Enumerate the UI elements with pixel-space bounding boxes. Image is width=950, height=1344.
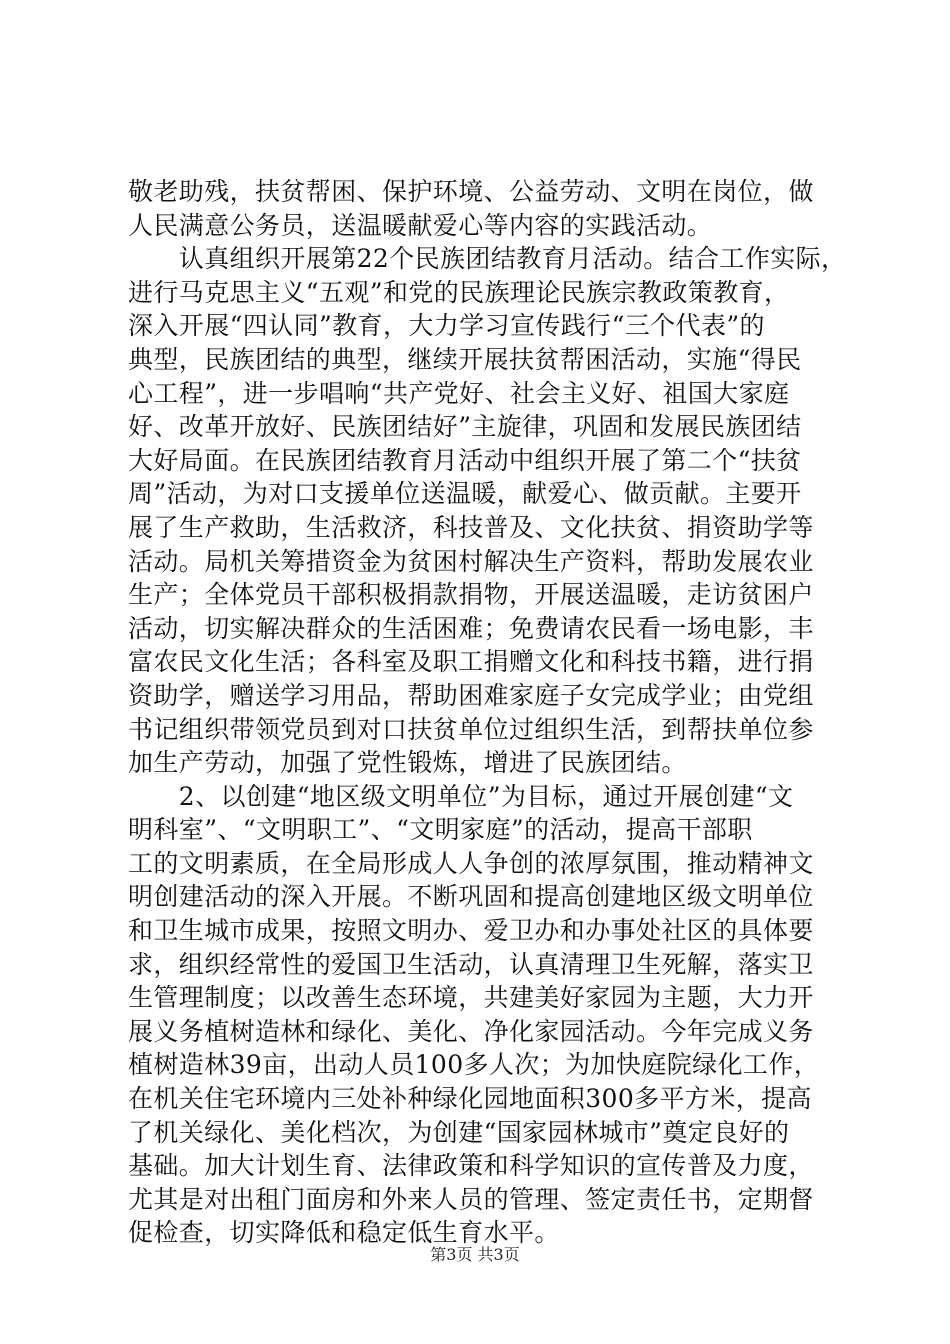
text-line: 周”活动，为对口支援单位送温暖，献爱心、做贡献。主要开 xyxy=(128,479,802,509)
page-footer: 第3页 共3页 xyxy=(430,1245,520,1264)
text-line: 资助学，赠送学习用品，帮助困难家庭子女完成学业；由党组 xyxy=(128,680,814,710)
text-line: 深入开展“四认同”教育，大力学习宣传践行“三个代表”的 xyxy=(128,311,765,341)
text-line: 书记组织带领党员到对口扶贫单位过组织生活，到帮扶单位参 xyxy=(128,714,814,744)
text-line: 人民满意公务员，送温暖献爱心等内容的实践活动。 xyxy=(128,210,713,240)
text-line: 认真组织开展第22个民族团结教育月活动。结合工作实际， xyxy=(128,244,847,274)
text-line: 生产；全体党员干部积极捐款捐物，开展送温暖，走访贫困户 xyxy=(128,580,814,610)
text-line: 植树造林39亩，出动人员100多人次；为加快庭院绿化工作， xyxy=(128,1050,820,1080)
text-line: 明科室”、“文明职工”、“文明家庭”的活动，提高干部职 xyxy=(128,815,753,845)
text-line: 和卫生城市成果，按照文明办、爱卫办和办事处社区的具体要 xyxy=(128,916,814,946)
text-line: 富农民文化生活；各科室及职工捐赠文化和科技书籍，进行捐 xyxy=(128,647,814,677)
text-line: 展义务植树造林和绿化、美化、净化家园活动。今年完成义务 xyxy=(128,1016,814,1046)
text-line: 基础。加大计划生育、法律政策和科学知识的宣传普及力度， xyxy=(128,1151,814,1181)
text-line: 明创建活动的深入开展。不断巩固和提高创建地区级文明单位 xyxy=(128,882,814,912)
text-line: 生管理制度；以改善生态环境，共建美好家园为主题，大力开 xyxy=(128,983,814,1013)
text-line: 求，组织经常性的爱国卫生活动，认真清理卫生死解，落实卫 xyxy=(128,949,814,979)
text-line: 典型，民族团结的典型，继续开展扶贫帮困活动，实施“得民 xyxy=(128,344,802,374)
text-line: 工的文明素质，在全局形成人人争创的浓厚氛围，推动精神文 xyxy=(128,848,814,878)
text-line: 展了生产救助，生活救济，科技普及、文化扶贫、捐资助学等 xyxy=(128,512,814,542)
text-line: 心工程”，进一步唱响“共产党好、社会主义好、祖国大家庭 xyxy=(128,378,790,408)
text-line: 促检查，切实降低和稳定低生育水平。 xyxy=(128,1218,560,1248)
text-line: 进行马克思主义“五观”和党的民族理论民族宗教政策教育， xyxy=(128,277,790,307)
text-line: 尤其是对出租门面房和外来人员的管理、签定责任书，定期督 xyxy=(128,1184,814,1214)
text-line: 活动，切实解决群众的生活困难；免费请农民看一场电影，丰 xyxy=(128,613,814,643)
text-line: 好、改革开放好、民族团结好”主旋律，巩固和发展民族团结 xyxy=(128,412,802,442)
text-line: 敬老助残，扶贫帮困、保护环境、公益劳动、文明在岗位，做 xyxy=(128,177,814,206)
text-line: 大好局面。在民族团结教育月活动中组织开展了第二个“扶贫 xyxy=(128,445,802,475)
text-line: 加生产劳动，加强了党性锻炼，增进了民族团结。 xyxy=(128,748,687,778)
text-line: 活动。局机关筹措资金为贫困村解决生产资料，帮助发展农业 xyxy=(128,546,814,576)
body-text xyxy=(128,175,847,1250)
text-line: 在机关住宅环境内三处补种绿化园地面积300多平方米，提高 xyxy=(128,1084,812,1114)
text-line: 了机关绿化、美化档次，为创建“国家园林城市”奠定良好的 xyxy=(128,1117,790,1147)
text-line: 2、以创建“地区级文明单位”为目标，通过开展创建“文 xyxy=(128,781,794,811)
